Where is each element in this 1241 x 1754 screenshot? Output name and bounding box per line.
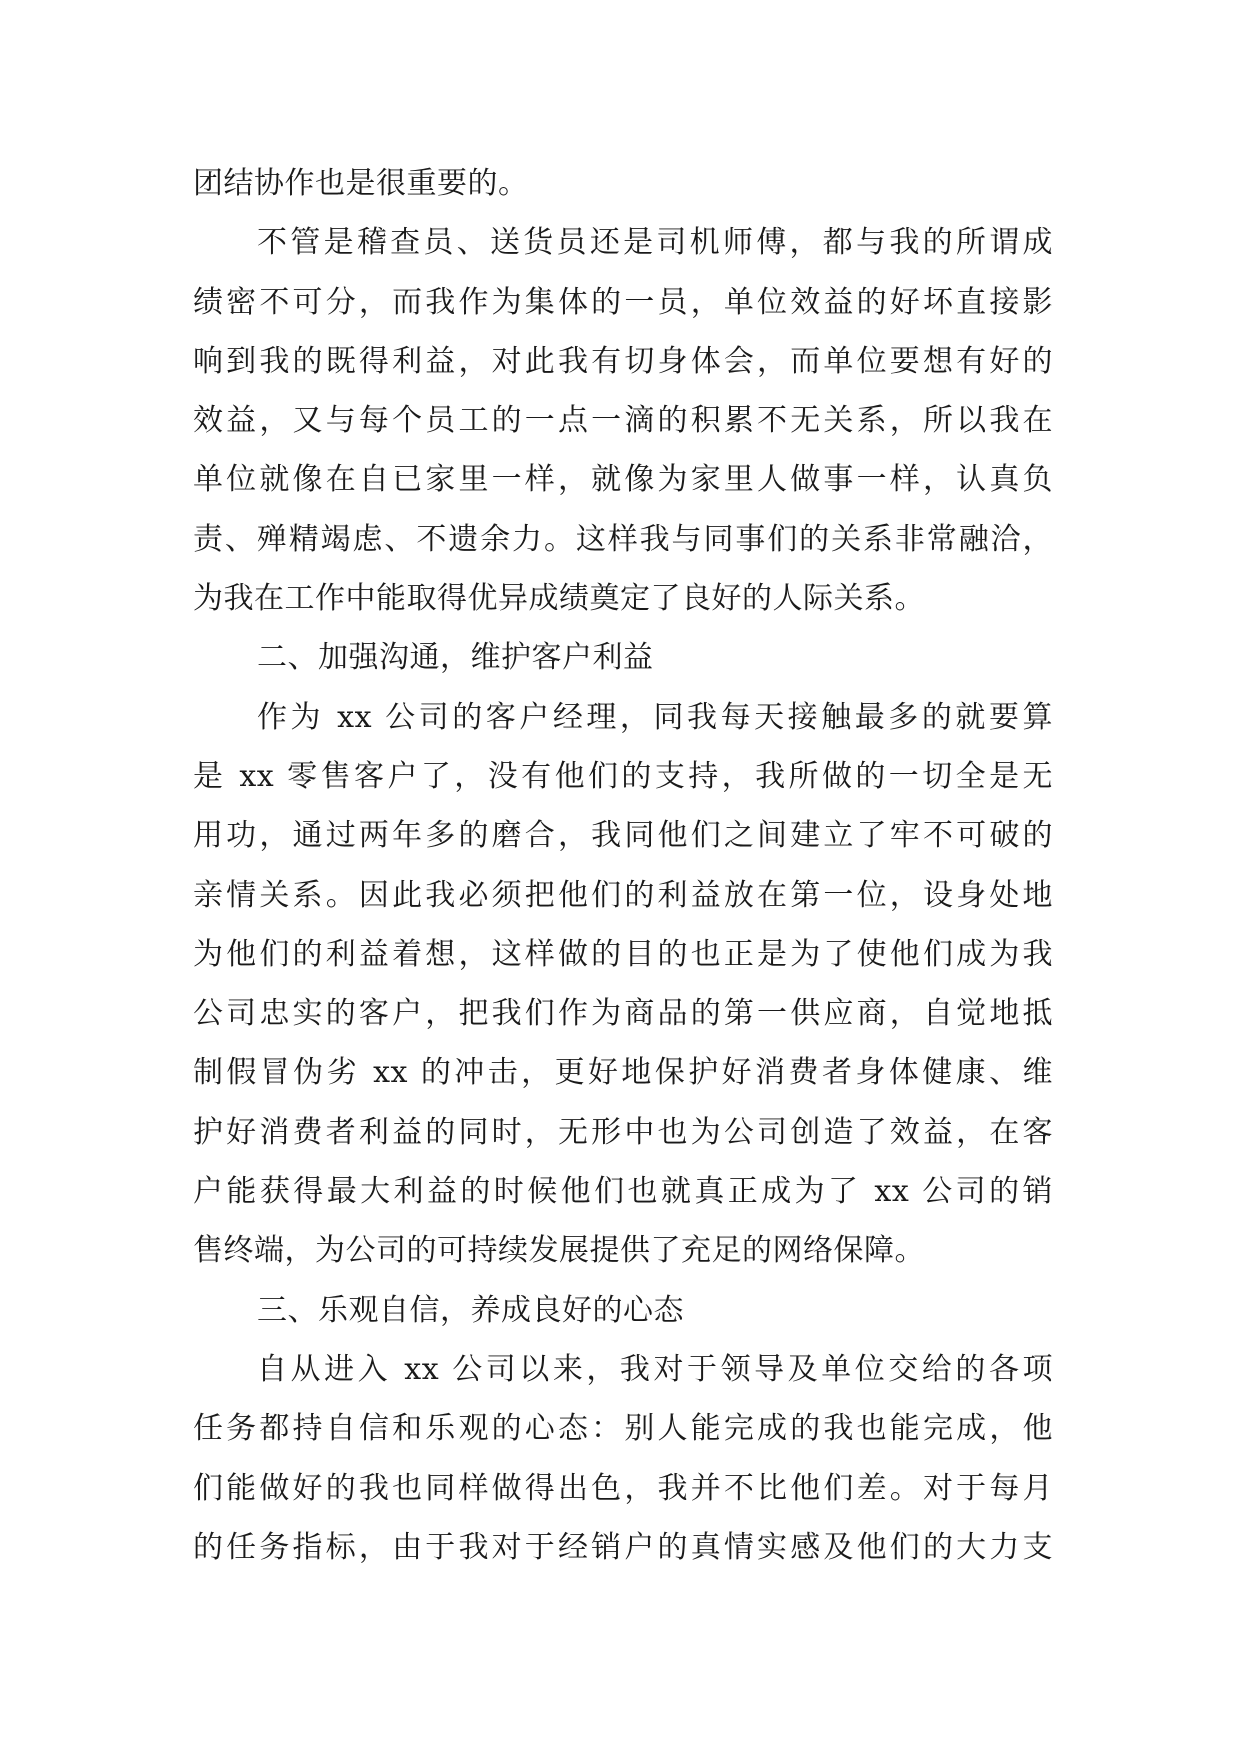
text-line: 责、殚精竭虑、不遗余力。这样我与同事们的关系非常融洽， — [193, 521, 1053, 557]
text-line: 售终端，为公司的可持续发展提供了充足的网络保障。 — [193, 1233, 925, 1269]
text-line: 团结协作也是很重要的。 — [193, 166, 529, 201]
text-line: 用功，通过两年多的磨合，我同他们之间建立了牢不可破的 — [193, 818, 1053, 854]
text-line: 绩密不可分，而我作为集体的一员，单位效益的好坏直接影 — [193, 284, 1053, 320]
text-line: 们能做好的我也同样做得出色，我并不比他们差。对于每月 — [193, 1470, 1053, 1506]
text-line: 不管是稽查员、送货员还是司机师傅，都与我的所谓成 — [257, 225, 1053, 261]
section-heading: 三、乐观自信，养成良好的心态 — [257, 1292, 684, 1328]
document-body — [193, 154, 1053, 1577]
text-line: 为我在工作中能取得优异成绩奠定了良好的人际关系。 — [193, 581, 925, 617]
text-line: 单位就像在自已家里一样，就像为家里人做事一样，认真负 — [193, 462, 1053, 498]
text-line: 亲情关系。因此我必须把他们的利益放在第一位，设身处地 — [193, 877, 1053, 913]
section-heading: 二、加强沟通，维护客户利益 — [257, 640, 654, 676]
text-line: 作为 xx 公司的客户经理，同我每天接触最多的就要算 — [257, 699, 1053, 735]
text-line: 为他们的利益着想，这样做的目的也正是为了使他们成为我 — [193, 936, 1053, 972]
text-line: 是 xx 零售客户了，没有他们的支持，我所做的一切全是无 — [193, 758, 1053, 794]
text-line: 的任务指标，由于我对于经销户的真情实感及他们的大力支 — [193, 1529, 1053, 1565]
text-line: 响到我的既得利益，对此我有切身体会，而单位要想有好的 — [193, 343, 1053, 379]
text-line: 户能获得最大利益的时候他们也就真正成为了 xx 公司的销 — [193, 1174, 1053, 1210]
text-line: 任务都持自信和乐观的心态：别人能完成的我也能完成，他 — [193, 1411, 1053, 1447]
text-line: 公司忠实的客户，把我们作为商品的第一供应商，自觉地抵 — [193, 996, 1053, 1032]
text-line: 护好消费者利益的同时，无形中也为公司创造了效益，在客 — [193, 1114, 1053, 1150]
text-line: 制假冒伪劣 xx 的冲击，更好地保护好消费者身体健康、维 — [193, 1055, 1053, 1091]
text-line: 自从进入 xx 公司以来，我对于领导及单位交给的各项 — [257, 1351, 1053, 1387]
text-line: 效益，又与每个员工的一点一滴的积累不无关系，所以我在 — [193, 403, 1053, 439]
